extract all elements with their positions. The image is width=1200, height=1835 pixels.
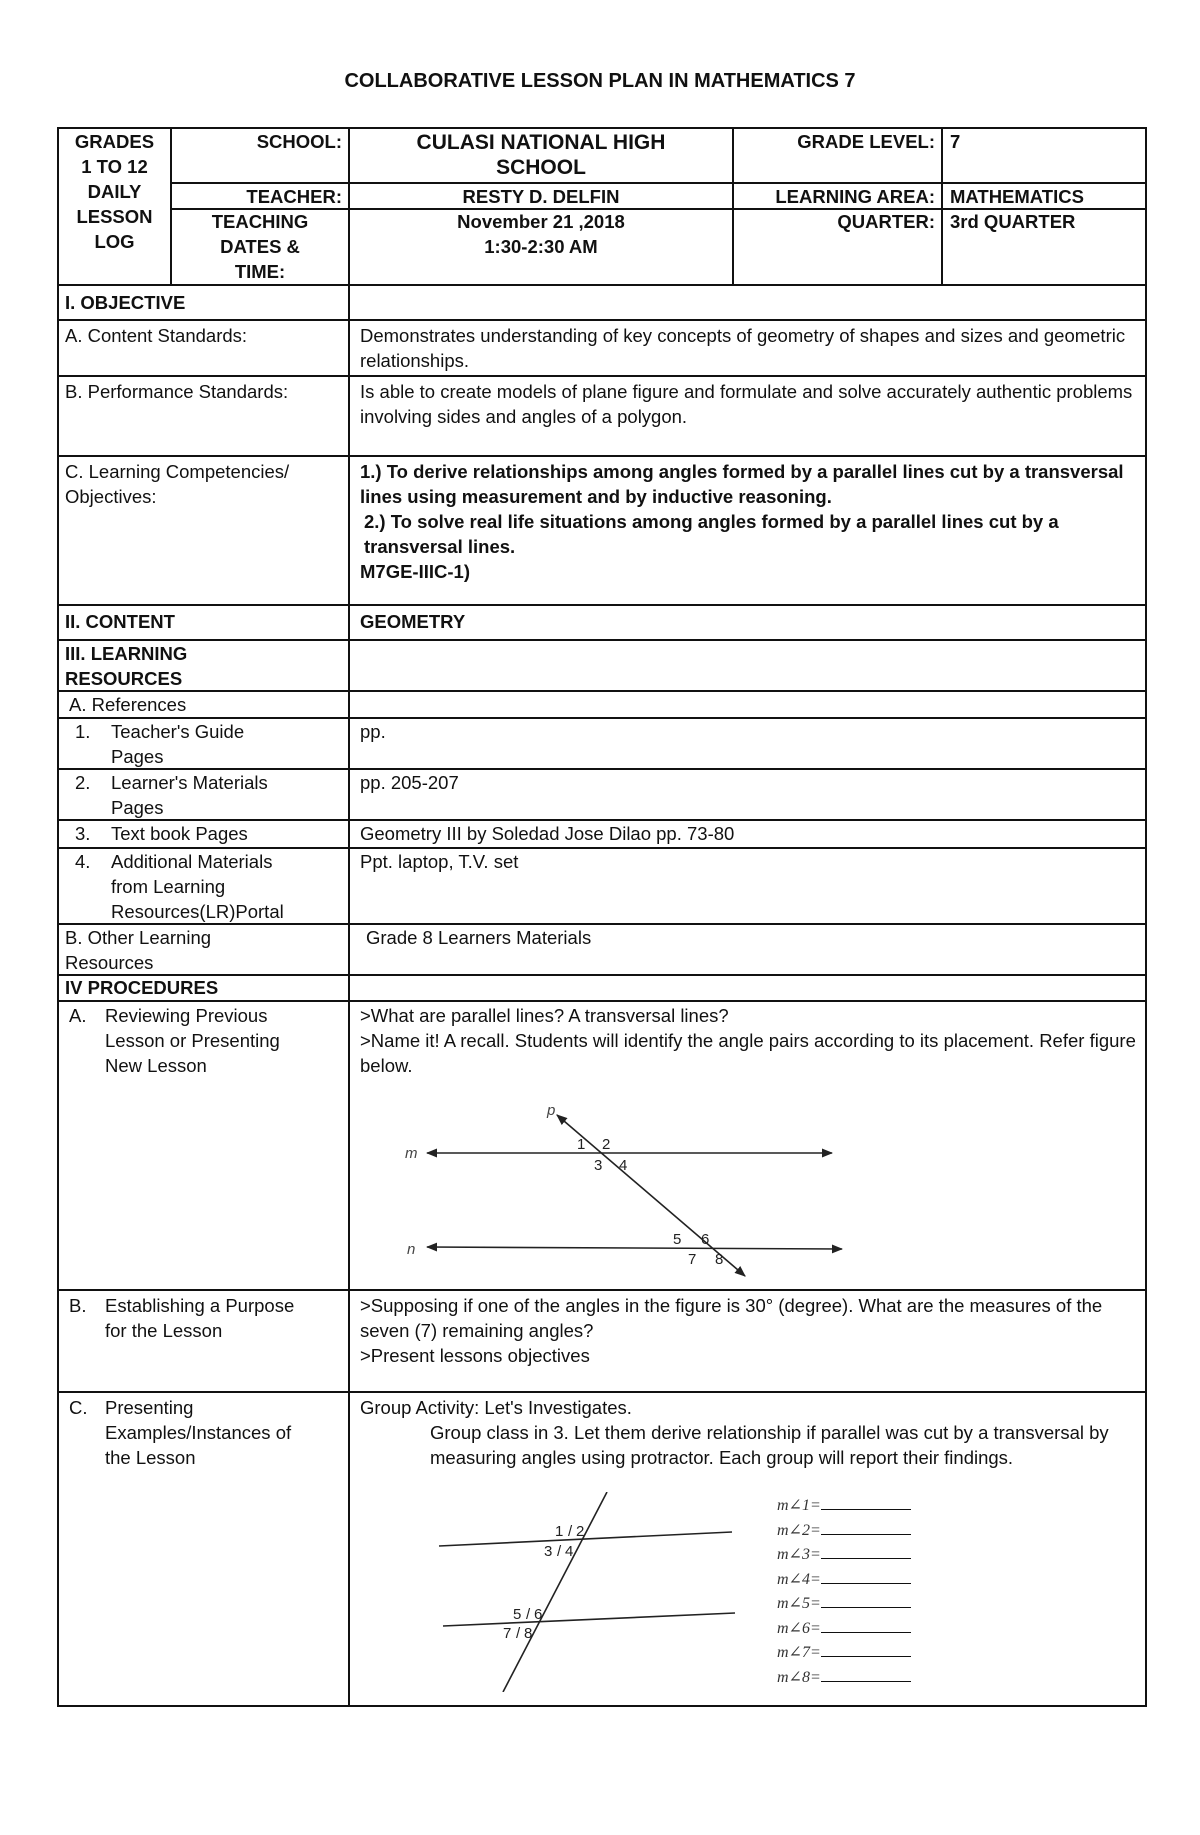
figure2-divider: /: [526, 1606, 531, 1623]
procedure-b-line: >Present lessons objectives: [360, 1345, 590, 1366]
school-value-line: SCHOOL: [496, 156, 586, 179]
procedure-c-num: C.: [69, 1397, 88, 1418]
answer-blank[interactable]: [821, 1493, 911, 1510]
resource-item-value: Geometry III by Soledad Jose Dilao pp. 73-80: [360, 823, 735, 844]
quarter-value: 3rd QUARTER: [950, 211, 1076, 232]
competency-code: M7GE-IIIC-1): [360, 561, 470, 582]
figure2-angle-8: 8: [524, 1625, 533, 1642]
competencies-label-line: Objectives:: [65, 486, 157, 507]
procedure-c-label: [69, 1395, 345, 1470]
procedure-c-text: [105, 1395, 345, 1470]
procedure-c-content: [360, 1395, 1140, 1470]
dll-label-line: LOG: [94, 231, 135, 252]
dll-label-line: GRADES: [74, 131, 155, 152]
transversal-figure: [427, 1492, 757, 1692]
procedure-b-content: [360, 1293, 1140, 1368]
procedure-b-text: [105, 1293, 345, 1343]
angle-label-4: 4: [619, 1157, 628, 1174]
dll-label: [59, 129, 170, 254]
angle-label-1: 1: [577, 1136, 586, 1153]
angle-measure-row: [777, 1542, 911, 1567]
dates-value-line: November 21 ,2018: [457, 211, 625, 232]
resource-item-label: [75, 849, 345, 924]
procedures-heading: IV PROCEDURES: [65, 977, 219, 998]
angle-measure-row: [777, 1518, 911, 1543]
label-n: n: [407, 1241, 416, 1258]
procedure-c-line: Group class in 3. Let them derive relationship if parallel was cut by a transversal by measuring angles using protractor. Each group will report their findings.: [430, 1422, 1109, 1468]
resource-item-line: Text book Pages: [111, 823, 248, 844]
answer-blank[interactable]: [821, 1518, 911, 1535]
objective-heading: I. OBJECTIVE: [65, 292, 186, 313]
procedure-a-content: [360, 1003, 1140, 1078]
competency-2: 2.) To solve real life situations among angles formed by a parallel lines cut by a transversal lines.: [364, 511, 1059, 557]
angle-measure-label: m∠5=: [777, 1595, 821, 1612]
resource-item-label: [75, 821, 345, 846]
angle-measure-row: [777, 1493, 911, 1518]
angle-label-2: 2: [602, 1136, 611, 1153]
figure2-bottom-line: [443, 1613, 735, 1626]
dates-value-line: 1:30-2:30 AM: [484, 236, 598, 257]
resource-item-num: 4.: [75, 851, 91, 872]
figure2-angle-5: 5: [513, 1606, 522, 1623]
answer-blank[interactable]: [821, 1591, 911, 1608]
teacher-label: TEACHER:: [246, 186, 342, 207]
other-resources-line: B. Other Learning: [65, 927, 212, 948]
quarter-label: QUARTER:: [837, 211, 935, 232]
lesson-plan-table: [57, 127, 1147, 1707]
content-heading: II. CONTENT: [65, 611, 175, 632]
school-label: SCHOOL:: [256, 131, 342, 152]
resource-item-line: Pages: [111, 797, 164, 818]
dates-value: [350, 209, 732, 259]
resource-item-line: from Learning: [111, 876, 226, 897]
figure2-angle-6: 6: [534, 1606, 543, 1623]
resource-item-value: Ppt. laptop, T.V. set: [360, 851, 519, 872]
procedure-a-label-line: Reviewing Previous: [105, 1005, 268, 1026]
content-standards-label: A. Content Standards:: [65, 325, 248, 346]
procedure-c-label-line: the Lesson: [105, 1447, 196, 1468]
dll-label-line: LESSON: [76, 206, 153, 227]
resource-item-value: pp. 205-207: [360, 772, 459, 793]
resource-item-num: 3.: [75, 823, 91, 844]
resource-item-num: 1.: [75, 721, 91, 742]
procedure-a-label: [69, 1003, 345, 1078]
figure2-angle-7: 7: [503, 1625, 512, 1642]
content-value: GEOMETRY: [360, 611, 466, 632]
competencies-label-line: C. Learning Competencies/: [65, 461, 290, 482]
angle-label-3: 3: [594, 1157, 603, 1174]
procedure-b-label-line: for the Lesson: [105, 1320, 223, 1341]
other-resources-label: [65, 925, 345, 975]
other-resources-line: Resources: [65, 952, 154, 973]
procedure-c-label-line: Examples/Instances of: [105, 1422, 292, 1443]
angle-measure-label: m∠4=: [777, 1570, 821, 1588]
figure2-angle-4: 4: [565, 1543, 574, 1560]
line-n: [427, 1247, 842, 1249]
figure2-angle-1: 1: [555, 1523, 564, 1540]
procedure-b-label: [69, 1293, 345, 1343]
dates-label-line: TIME:: [234, 261, 286, 282]
performance-standards-label: B. Performance Standards:: [65, 381, 289, 402]
school-value-line: CULASI NATIONAL HIGH: [416, 131, 666, 154]
angle-measure-label: m∠3=: [777, 1546, 821, 1563]
angle-measure-row: [777, 1616, 911, 1641]
figure2-divider: /: [516, 1625, 521, 1642]
angle-label-8: 8: [715, 1251, 724, 1268]
grade-level-value: 7: [950, 131, 961, 152]
procedure-b-label-line: Establishing a Purpose: [105, 1295, 295, 1316]
resource-item-line: Teacher's Guide: [111, 721, 245, 742]
procedure-a-line: >What are parallel lines? A transversal lines?: [360, 1005, 729, 1026]
angle-measure-label: m∠7=: [777, 1644, 821, 1661]
other-resources-value: Grade 8 Learners Materials: [366, 927, 592, 948]
procedure-a-line: >Name it! A recall. Students will identify the angle pairs according to its placement. Refer figure below.: [360, 1030, 1136, 1076]
school-value: [350, 130, 732, 180]
procedure-b-line: >Supposing if one of the angles in the figure is 30° (degree). What are the measures of the seven (7) remaining angles?: [360, 1295, 1103, 1341]
references-label: A. References: [69, 694, 187, 715]
angle-measure-row: [777, 1591, 911, 1616]
resources-heading: [65, 641, 345, 691]
figure2-angle-2: 2: [576, 1523, 585, 1540]
figure2-divider: /: [557, 1543, 562, 1560]
resource-item-text: [111, 719, 345, 769]
resources-heading-line: III. LEARNING: [65, 643, 188, 664]
performance-standards-text: Is able to create models of plane figure and formulate and solve accurately authentic problems involving sides and angles of a polygon.: [360, 381, 1133, 427]
resource-item-text: [111, 770, 345, 820]
procedure-a-label-line: New Lesson: [105, 1055, 207, 1076]
resource-item-line: Pages: [111, 746, 164, 767]
resource-item-line: Learner's Materials: [111, 772, 268, 793]
answer-blank[interactable]: [821, 1616, 911, 1633]
dates-label-line: DATES &: [220, 236, 300, 257]
dll-label-line: DAILY: [87, 181, 142, 202]
resource-item-label: [75, 770, 345, 820]
resource-item-num: 2.: [75, 772, 91, 793]
competency-1: 1.) To derive relationships among angles formed by a parallel lines cut by a transversal lines using measurement and by inductive reasoning.: [360, 461, 1124, 507]
figure2-divider: /: [568, 1523, 573, 1540]
learning-area-label: LEARNING AREA:: [775, 186, 935, 207]
procedure-a-num: A.: [69, 1005, 87, 1026]
dll-label-line: 1 TO 12: [81, 156, 148, 177]
answer-blank[interactable]: [821, 1567, 911, 1584]
procedure-b-num: B.: [69, 1295, 87, 1316]
grade-level-label: GRADE LEVEL:: [797, 131, 935, 152]
dates-label-line: TEACHING: [211, 211, 309, 232]
angle-label-5: 5: [673, 1231, 682, 1248]
answer-blank[interactable]: [821, 1640, 911, 1657]
procedure-a-label-line: Lesson or Presenting: [105, 1030, 280, 1051]
angle-measure-row: [777, 1567, 911, 1592]
resource-item-text: [111, 821, 345, 846]
angle-measure-row: [777, 1640, 911, 1665]
teacher-value: RESTY D. DELFIN: [462, 186, 620, 207]
resource-item-line: Additional Materials: [111, 851, 273, 872]
resource-item-line: Resources(LR)Portal: [111, 901, 284, 922]
label-m: m: [405, 1145, 418, 1162]
angle-measures-list: [777, 1493, 911, 1689]
procedure-a-text: [105, 1003, 345, 1078]
resources-heading-line: RESOURCES: [65, 668, 183, 689]
figure2-angle-3: 3: [544, 1543, 553, 1560]
content-standards-text: Demonstrates understanding of key concepts of geometry of shapes and sizes and geometric relationships.: [360, 325, 1126, 371]
competencies-text: [360, 459, 1140, 584]
figure2-transversal: [503, 1492, 607, 1692]
resource-item-text: [111, 849, 345, 924]
competencies-label: [65, 459, 345, 509]
answer-blank[interactable]: [821, 1542, 911, 1559]
dates-label: [172, 209, 348, 284]
angle-label-7: 7: [688, 1251, 697, 1268]
answer-blank[interactable]: [821, 1665, 911, 1682]
label-p: p: [547, 1102, 556, 1119]
learning-area-value: MATHEMATICS: [950, 186, 1084, 207]
angle-measure-label: m∠2=: [777, 1521, 821, 1539]
procedure-c-label-line: Presenting: [105, 1397, 194, 1418]
resource-item-label: [75, 719, 345, 769]
parallel-lines-figure: [387, 1082, 867, 1282]
angle-measure-row: [777, 1665, 911, 1690]
angle-measure-label: m∠8=: [777, 1668, 821, 1686]
document-title: COLLABORATIVE LESSON PLAN IN MATHEMATICS 7: [344, 70, 856, 92]
angle-measure-label: m∠6=: [777, 1619, 821, 1637]
procedure-c-line: Group Activity: Let's Investigates.: [360, 1397, 632, 1418]
angle-measure-label: m∠1=: [777, 1497, 821, 1514]
resource-item-value: pp.: [360, 721, 386, 742]
angle-label-6: 6: [701, 1231, 710, 1248]
